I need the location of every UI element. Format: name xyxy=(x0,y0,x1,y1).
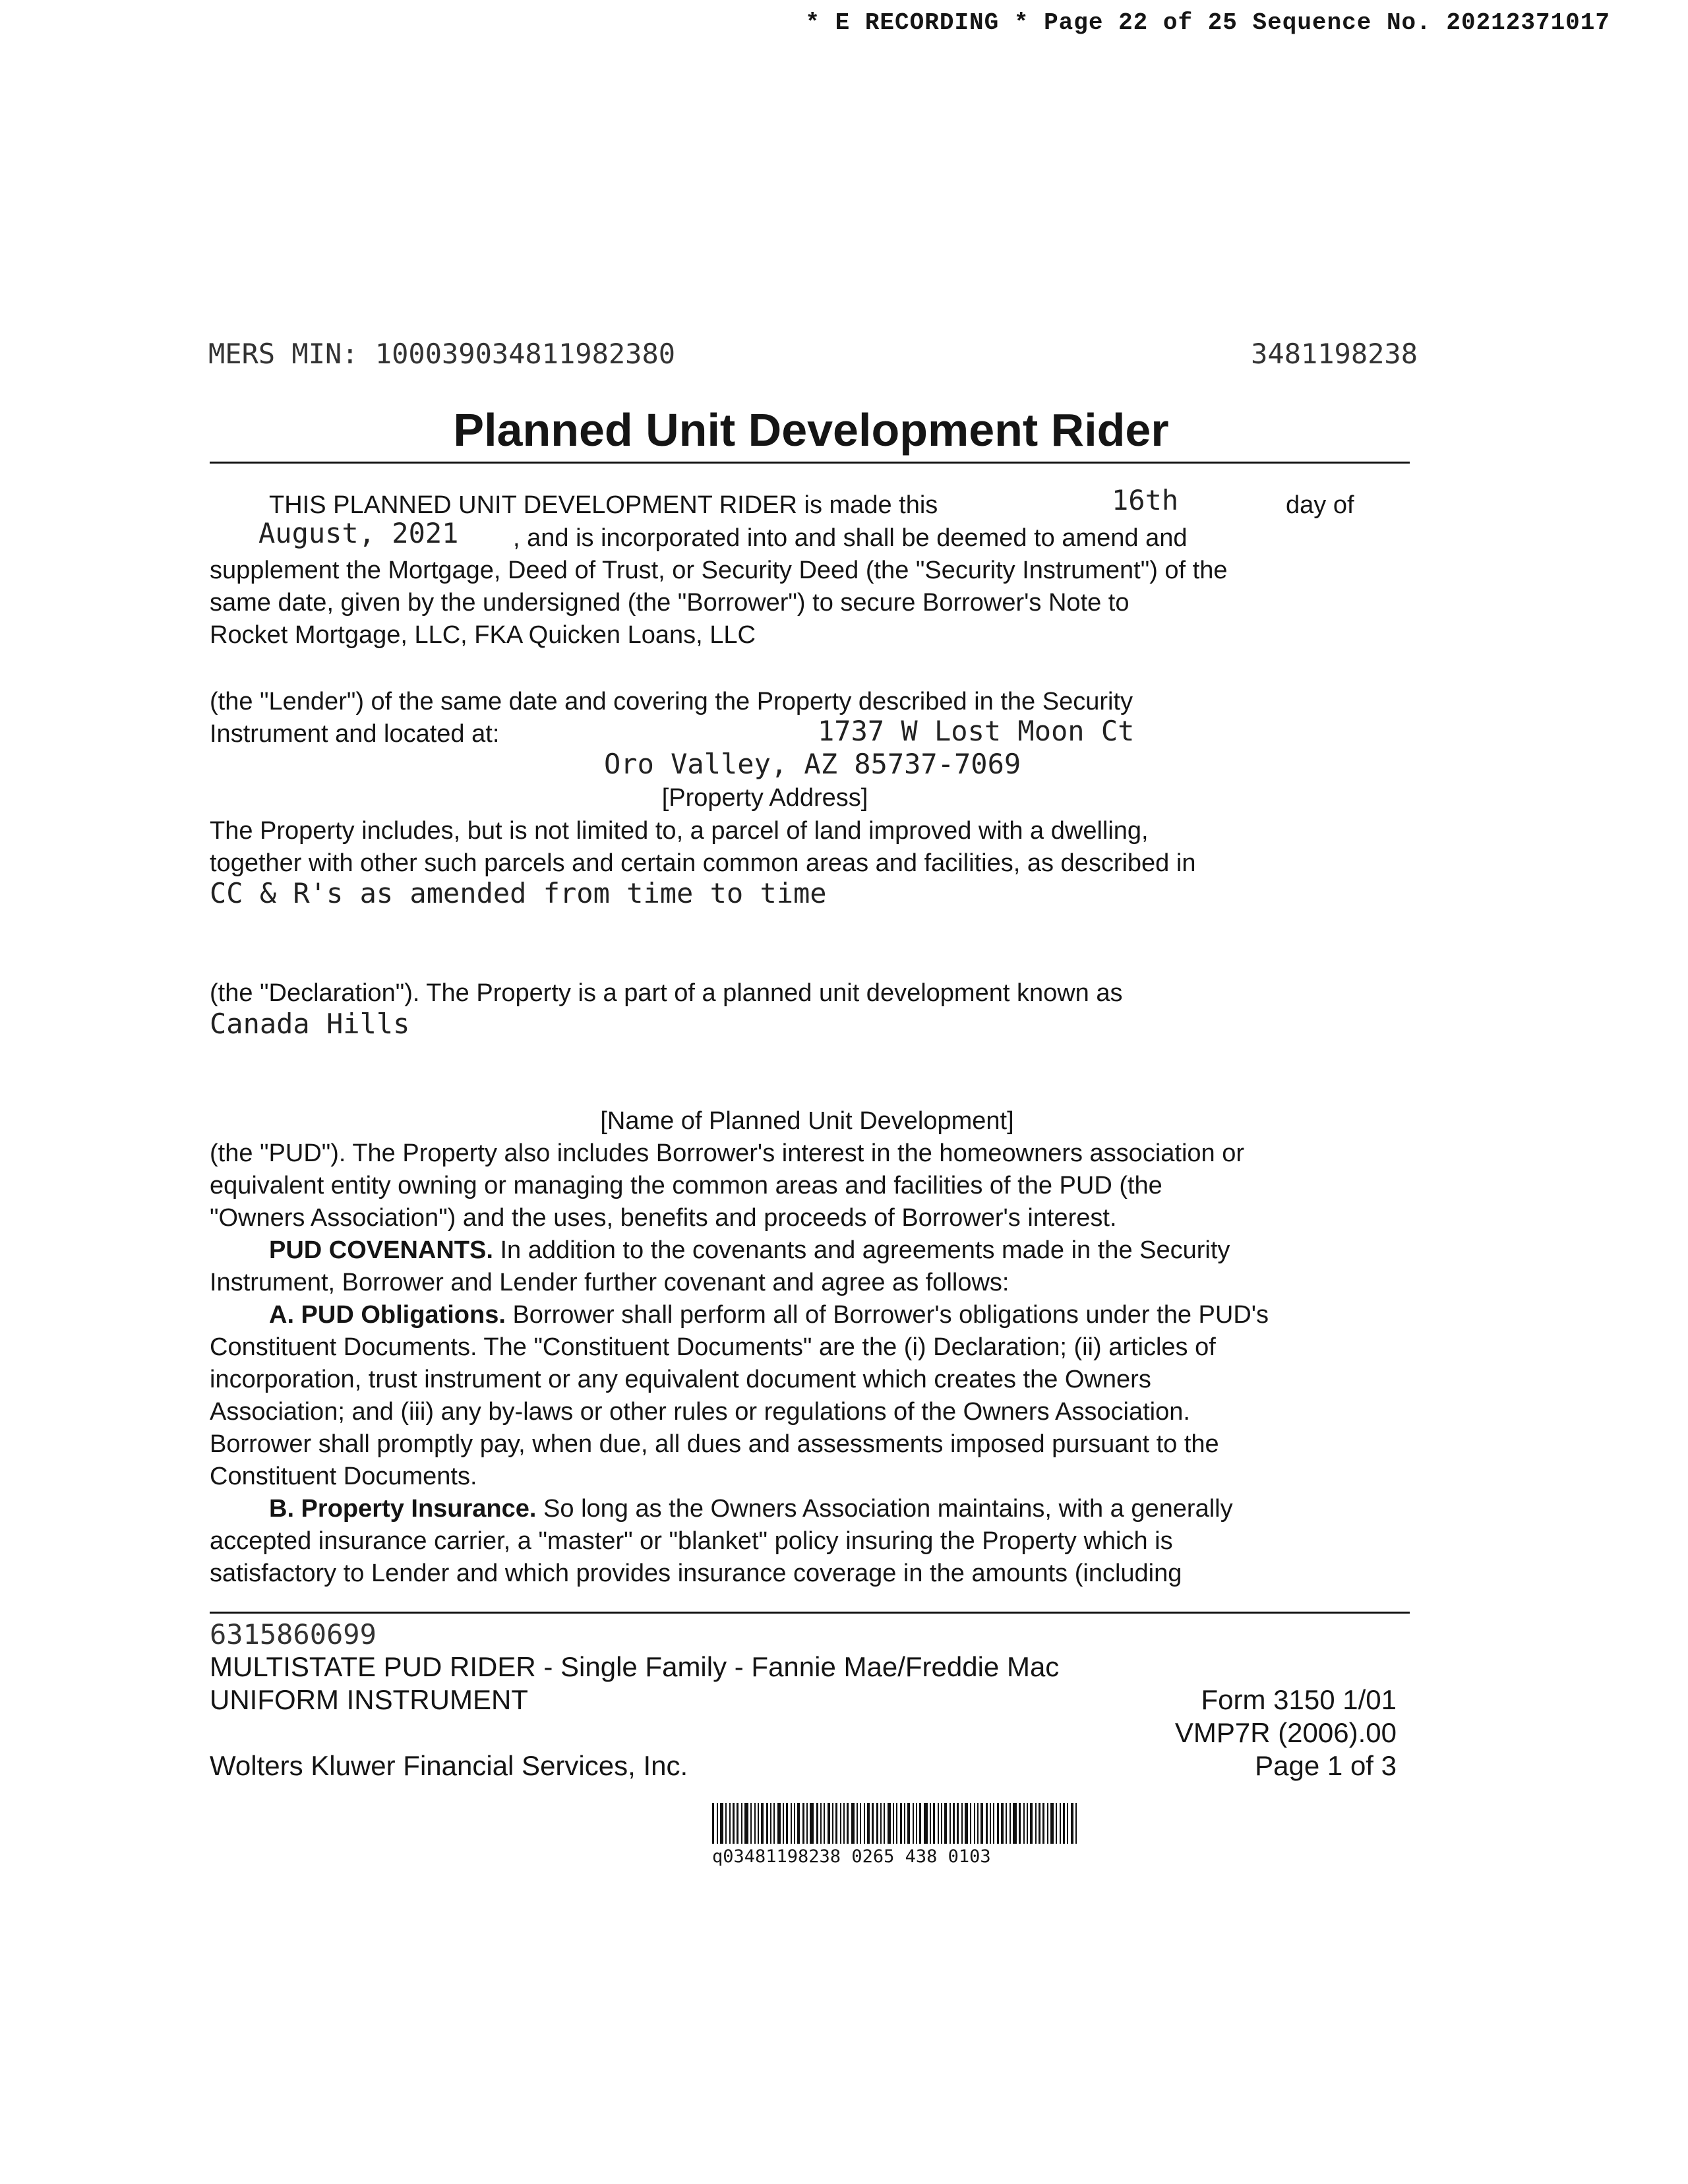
barcode-bar xyxy=(786,1803,788,1844)
barcode-bar xyxy=(876,1803,878,1844)
barcode-bar xyxy=(990,1803,991,1844)
barcode-bar xyxy=(758,1803,759,1844)
barcode-bar xyxy=(974,1803,975,1844)
barcode-bar xyxy=(770,1803,771,1844)
barcode-bar xyxy=(997,1803,999,1844)
barcode-bar xyxy=(970,1803,971,1844)
barcode-bar xyxy=(864,1803,865,1844)
covenants-line2: Instrument, Borrower and Lender further covenant and agree as follows: xyxy=(210,1269,1010,1296)
barcode-bar xyxy=(867,1803,870,1844)
barcode-bar xyxy=(1027,1803,1028,1844)
barcode-bar xyxy=(824,1803,825,1844)
barcode-bar xyxy=(828,1803,830,1844)
declaration-line2: (the "PUD"). The Property also includes Borrower's interest in the homeowners association or xyxy=(210,1139,1245,1167)
barcode-bar xyxy=(820,1803,822,1844)
property-address-caption: [Property Address] xyxy=(661,784,868,812)
declaration-line3: equivalent entity owning or managing the common areas and facilities of the PUD (the xyxy=(210,1172,1162,1199)
recording-header: * E RECORDING * Page 22 of 25 Sequence No. 20212371017 xyxy=(805,9,1610,36)
barcode-bar xyxy=(900,1803,902,1844)
barcode-bar xyxy=(840,1803,841,1844)
barcode-bar xyxy=(1030,1803,1033,1844)
barcode-bar xyxy=(810,1803,814,1844)
footer-publisher: Wolters Kluwer Financial Services, Inc. xyxy=(210,1750,688,1781)
barcode-bar xyxy=(907,1803,910,1844)
barcode-bar xyxy=(835,1803,837,1844)
mers-min: MERS MIN: 100039034811982380 xyxy=(208,338,676,370)
barcode-bar xyxy=(737,1803,738,1844)
barcode-bar xyxy=(980,1803,983,1844)
barcode-bar xyxy=(872,1803,874,1844)
covenants-line1 xyxy=(269,1234,1230,1267)
barcode-bar xyxy=(847,1803,849,1844)
barcode-bar xyxy=(754,1803,756,1844)
intro-line3: supplement the Mortgage, Deed of Trust, or Security Deed (the "Security Instrument") of the xyxy=(210,557,1228,584)
pud-name-caption: [Name of Planned Unit Development] xyxy=(600,1107,1014,1135)
section-a-line5: Borrower shall promptly pay, when due, all dues and assessments imposed pursuant to the xyxy=(210,1430,1219,1458)
barcode-bar xyxy=(729,1803,731,1844)
section-a-line1-text: Borrower shall perform all of Borrower's obligations under the PUD's xyxy=(505,1301,1269,1329)
barcode-bar xyxy=(1039,1803,1040,1844)
lender-name: Rocket Mortgage, LLC, FKA Quicken Loans, LLC xyxy=(210,621,756,649)
barcode-bar xyxy=(1047,1803,1048,1844)
barcode-bar xyxy=(961,1803,963,1844)
barcode-bar xyxy=(884,1803,885,1844)
covenants-heading: PUD COVENANTS. xyxy=(269,1236,493,1264)
barcode-bar xyxy=(933,1803,935,1844)
intro-line2: , and is incorporated into and shall be deemed to amend and xyxy=(513,524,1188,552)
barcode-bar xyxy=(816,1803,818,1844)
section-b-heading: B. Property Insurance. xyxy=(269,1495,537,1523)
pud-name: Canada Hills xyxy=(210,1008,410,1040)
barcode xyxy=(712,1803,1182,1844)
intro-line1: THIS PLANNED UNIT DEVELOPMENT RIDER is made this xyxy=(269,491,938,519)
barcode-bar xyxy=(1050,1803,1054,1844)
barcode-bar xyxy=(750,1803,752,1844)
barcode-bar xyxy=(802,1803,804,1844)
barcode-bar xyxy=(1056,1803,1057,1844)
rider-day: 16th xyxy=(1112,484,1179,516)
barcode-bar xyxy=(1071,1803,1073,1844)
barcode-bar xyxy=(953,1803,955,1844)
intro-line4: same date, given by the undersigned (the "Borrower") to secure Borrower's Note to xyxy=(210,589,1130,617)
document-title: Planned Unit Development Rider xyxy=(453,404,1169,456)
barcode-bar xyxy=(924,1803,928,1844)
barcode-bar xyxy=(938,1803,939,1844)
barcode-bar xyxy=(896,1803,897,1844)
barcode-bar xyxy=(717,1803,718,1844)
property-line1: The Property includes, but is not limited to, a parcel of land improved with a dwelling, xyxy=(210,817,1149,845)
section-a-line1 xyxy=(269,1299,1269,1331)
barcode-bar xyxy=(761,1803,764,1844)
barcode-bar xyxy=(797,1803,800,1844)
section-a-line6: Constituent Documents. xyxy=(210,1463,477,1490)
footer-doc-id: 6315860699 xyxy=(210,1618,377,1651)
day-of-label: day of xyxy=(1286,491,1354,519)
barcode-bar xyxy=(773,1803,775,1844)
barcode-bar xyxy=(744,1803,748,1844)
barcode-bar xyxy=(712,1803,714,1844)
section-b-line1 xyxy=(269,1493,1233,1525)
lender-line2: Instrument and located at: xyxy=(210,720,500,748)
barcode-bar xyxy=(857,1803,858,1844)
barcode-bar xyxy=(777,1803,781,1844)
barcode-bar xyxy=(1035,1803,1037,1844)
barcode-bar xyxy=(1063,1803,1065,1844)
barcode-bar xyxy=(957,1803,959,1844)
barcode-bar xyxy=(916,1803,917,1844)
barcode-bar xyxy=(944,1803,947,1844)
barcode-bar xyxy=(904,1803,905,1844)
barcode-bar xyxy=(741,1803,742,1844)
barcode-bar xyxy=(977,1803,979,1844)
barcode-bar xyxy=(843,1803,845,1844)
lender-line1: (the "Lender") of the same date and covering the Property described in the Security xyxy=(210,688,1133,715)
section-b-line2: accepted insurance carrier, a "master" or "blanket" policy insuring the Property which is xyxy=(210,1527,1173,1555)
barcode-bar xyxy=(860,1803,861,1844)
section-a-line3: incorporation, trust instrument or any equivalent document which creates the Owners xyxy=(210,1366,1151,1393)
barcode-bar xyxy=(832,1803,833,1844)
barcode-bar xyxy=(766,1803,768,1844)
barcode-bar xyxy=(1010,1803,1011,1844)
rider-month-year: August, 2021 xyxy=(258,517,459,549)
barcode-bar xyxy=(1013,1803,1017,1844)
section-a-line4: Association; and (iii) any by-laws or other rules or regulations of the Owners Association. xyxy=(210,1398,1190,1426)
section-b-line1-text: So long as the Owners Association maintains, with a generally xyxy=(536,1495,1233,1523)
declaration-reference: CC & R's as amended from time to time xyxy=(210,877,827,909)
declaration-line1: (the "Declaration"). The Property is a part of a planned unit development known as xyxy=(210,979,1123,1007)
property-address-line2: Oro Valley, AZ 85737-7069 xyxy=(604,748,1021,780)
barcode-bar xyxy=(1075,1803,1077,1844)
barcode-bar xyxy=(888,1803,891,1844)
barcode-bar xyxy=(733,1803,735,1844)
footer-page-number: Page 1 of 3 xyxy=(1255,1750,1397,1781)
barcode-bar xyxy=(919,1803,921,1844)
barcode-bar xyxy=(720,1803,723,1844)
footer-uniform: UNIFORM INSTRUMENT xyxy=(210,1684,528,1715)
barcode-bar xyxy=(930,1803,931,1844)
section-a-line2: Constituent Documents. The "Constituent Documents" are the (i) Declaration; (ii) articles of xyxy=(210,1333,1216,1361)
footer-form-title: MULTISTATE PUD RIDER - Single Family - Fannie Mae/Freddie Mac xyxy=(210,1651,1060,1682)
covenants-line1-text: In addition to the covenants and agreements made in the Security xyxy=(493,1236,1230,1264)
barcode-bar xyxy=(950,1803,951,1844)
barcode-bar xyxy=(986,1803,988,1844)
barcode-bar xyxy=(1001,1803,1004,1844)
barcode-bar xyxy=(913,1803,914,1844)
barcode-bar xyxy=(1060,1803,1061,1844)
barcode-bar xyxy=(806,1803,808,1844)
barcode-bar xyxy=(791,1803,792,1844)
title-rule xyxy=(210,462,1410,464)
barcode-bar xyxy=(880,1803,882,1844)
barcode-bar xyxy=(993,1803,994,1844)
barcode-bar xyxy=(1006,1803,1007,1844)
barcode-bar xyxy=(893,1803,894,1844)
loan-number: 3481198238 xyxy=(1251,338,1418,370)
footer-form-number: Form 3150 1/01 xyxy=(1201,1684,1397,1715)
property-line2: together with other such parcels and certain common areas and facilities, as described in xyxy=(210,849,1196,877)
declaration-line4: "Owners Association") and the uses, benefits and proceeds of Borrower's interest. xyxy=(210,1204,1117,1232)
barcode-bar xyxy=(965,1803,968,1844)
barcode-bar xyxy=(1042,1803,1044,1844)
section-a-heading: A. PUD Obligations. xyxy=(269,1301,506,1329)
barcode-bar xyxy=(1019,1803,1021,1844)
footer-rule xyxy=(210,1612,1410,1614)
footer-vmp: VMP7R (2006).00 xyxy=(1174,1717,1397,1748)
barcode-bar xyxy=(725,1803,727,1844)
barcode-bar xyxy=(794,1803,795,1844)
barcode-text: q03481198238 0265 438 0103 xyxy=(712,1846,991,1867)
barcode-bar xyxy=(1067,1803,1068,1844)
section-b-line3: satisfactory to Lender and which provides insurance coverage in the amounts (including xyxy=(210,1560,1182,1587)
barcode-bar xyxy=(851,1803,855,1844)
barcode-bar xyxy=(941,1803,942,1844)
barcode-bar xyxy=(783,1803,784,1844)
property-address-line1: 1737 W Lost Moon Ct xyxy=(818,715,1135,747)
barcode-bar xyxy=(1023,1803,1025,1844)
